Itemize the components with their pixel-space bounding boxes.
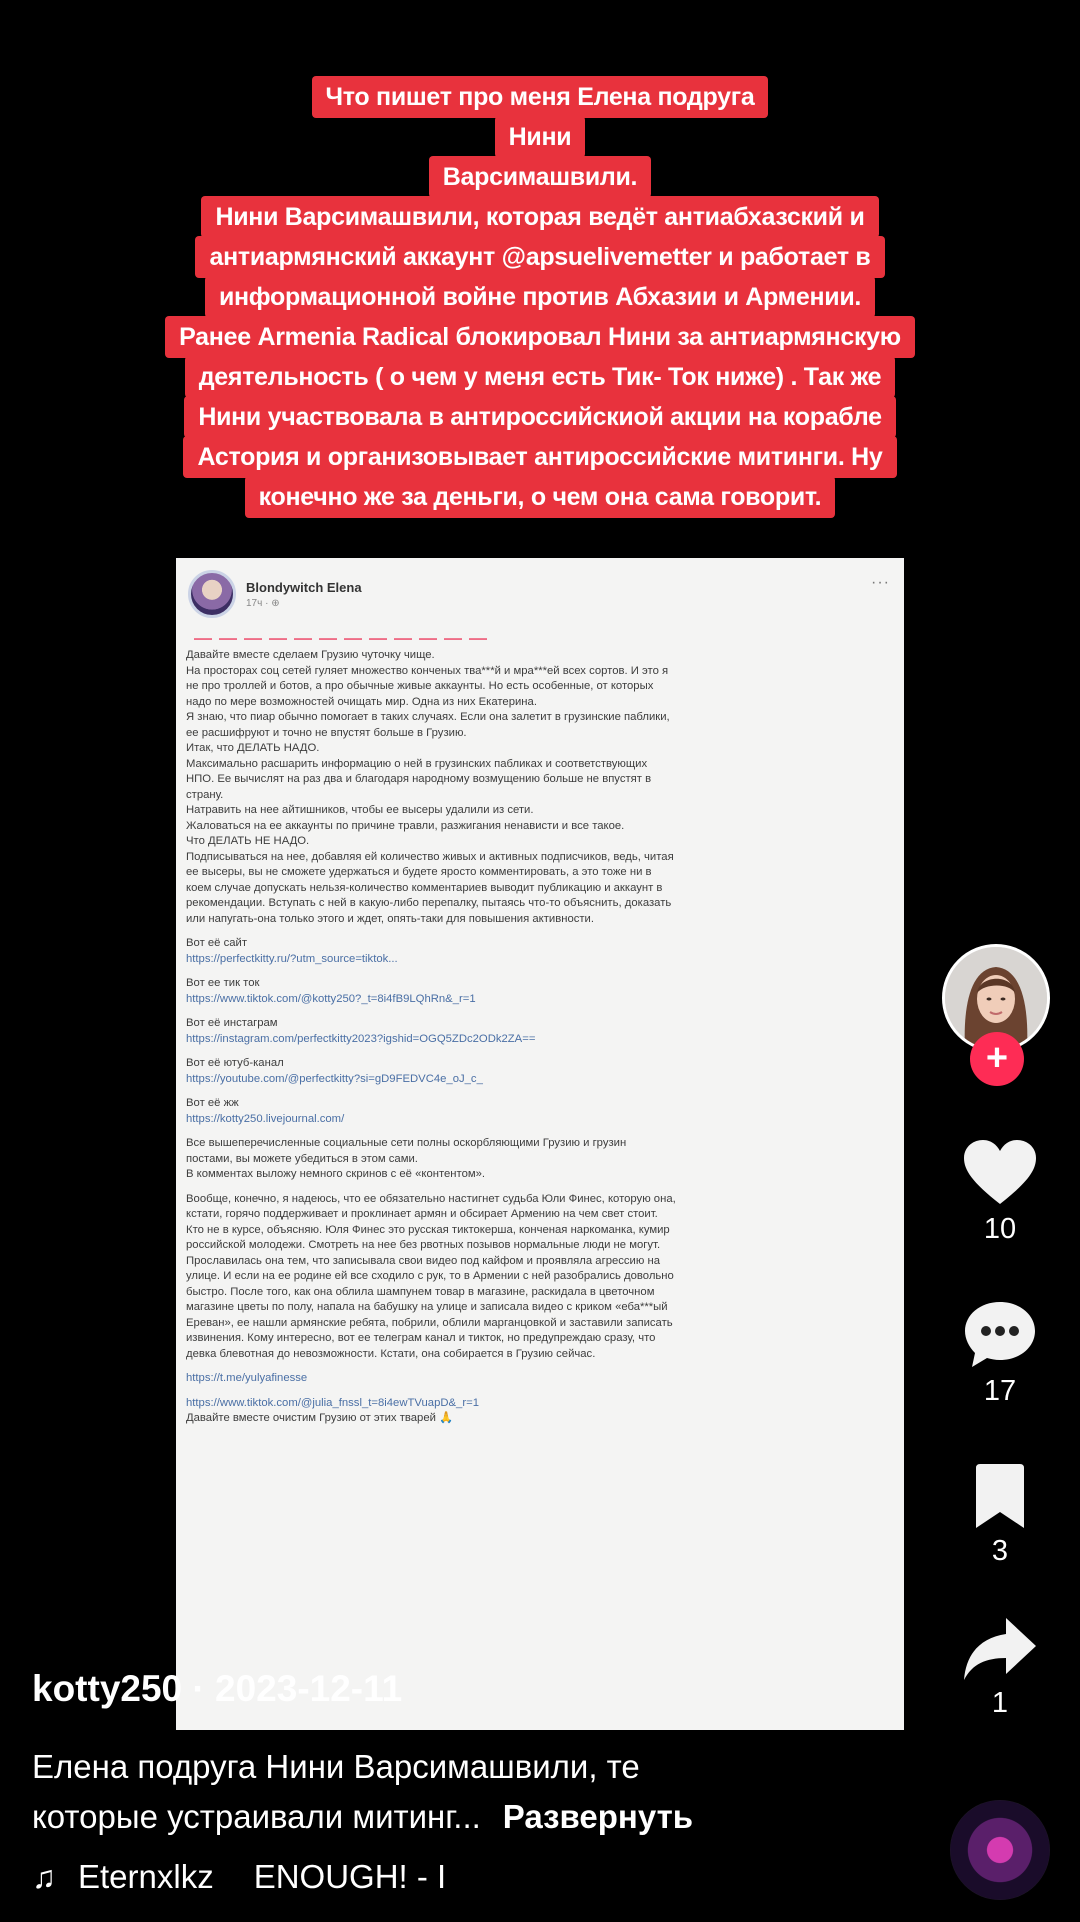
- caption-line: информационной войне против Абхазии и Армении.: [205, 276, 875, 318]
- video-description[interactable]: [32, 1742, 912, 1842]
- post-text-line: Кто не в курсе, объясняю. Юля Финес это русская тиктокерша, конченая наркоманка, кумир: [186, 1223, 670, 1236]
- caption-line: Нини Варсимашвили, которая ведёт антиабхазский и: [201, 196, 878, 238]
- caption-line: Нини: [495, 116, 586, 158]
- post-text-line: Максимально расшарить информацию о ней в грузинских пабликах и соответствующих: [186, 757, 648, 770]
- comment-icon: [962, 1298, 1038, 1370]
- music-ticker[interactable]: [32, 1858, 446, 1896]
- caption-line: Варсимашвили.: [429, 156, 651, 198]
- caption-line: Ранее Armenia Radical блокировал Нини за антиармянскую: [165, 316, 915, 358]
- post-text-line: Я знаю, что пиар обычно помогает в таких случаях. Если она залетит в грузинские паблики,: [186, 711, 670, 723]
- post-text-line: В комментах выложу немного скринов с её «контентом».: [186, 1168, 486, 1180]
- post-time: 17ч · ⊕: [246, 597, 280, 609]
- heart-icon: [962, 1138, 1038, 1208]
- post-text-line: Давайте вместе сделаем Грузию чуточку чище.: [186, 649, 435, 661]
- post-text-line: надо по мере возможностей очищать мир. Одна из них Екатерина.: [186, 695, 537, 708]
- caption-line: конечно же за деньги, о чем она сама говорит.: [245, 476, 836, 518]
- post-author-name: Blondywitch Elena: [246, 579, 362, 595]
- post-more-icon: ···: [871, 574, 890, 591]
- post-link[interactable]: https://t.me/yulyafinesse: [186, 1372, 308, 1384]
- post-body: [186, 648, 896, 1427]
- post-text-line: страну.: [186, 788, 224, 801]
- post-text-line: На просторах соц сетей гуляет множество конченых тва***й и мра***ей всех сортов. И это я: [186, 664, 669, 677]
- post-text-line: ее высеры, вы не сможете удержаться и будете яросто комментировать, а это тоже ни в: [186, 866, 652, 878]
- follow-button[interactable]: +: [970, 1032, 1024, 1086]
- music-disc-icon[interactable]: [950, 1800, 1050, 1900]
- creator-handle[interactable]: kotty250 · 2023-12-11: [32, 1668, 403, 1709]
- post-text-line: постами, вы можете убедиться в этом сами.: [186, 1152, 418, 1165]
- post-text-line: Что ДЕЛАТЬ НЕ НАДО.: [186, 835, 310, 847]
- post-author-avatar: [188, 570, 236, 618]
- post-text-line: Вот её сайт: [186, 937, 248, 949]
- post-divider-dashes: — — — — — — — — — — — —: [194, 628, 489, 648]
- description-line-1: Елена подруга Нини Варсимашвили, те: [32, 1748, 640, 1785]
- music-title: ENOUGH! - I: [253, 1858, 447, 1895]
- post-text-line: извинения. Кому интересно, вот ее телеграм канал и тикток, но предупреждаю сразу, что: [186, 1332, 656, 1344]
- post-text-line: Вот её ютуб-канал: [186, 1057, 284, 1069]
- post-link[interactable]: https://kotty250.livejournal.com/: [186, 1112, 345, 1125]
- description-line-2: [32, 1792, 912, 1842]
- comment-button[interactable]: [940, 1298, 1060, 1408]
- post-text-line: улице. И если на ее родине ей все сходило с рук, то в Армении с ней разобрались довольно: [186, 1270, 674, 1282]
- post-text-line: или напугать-она только этого и ждет, опять-таки для повышения активности.: [186, 912, 595, 925]
- comment-count: 17: [983, 1375, 1017, 1407]
- share-button[interactable]: [940, 1616, 1060, 1720]
- post-link[interactable]: https://perfectkitty.ru/?utm_source=tiktok...: [186, 952, 398, 965]
- post-text-line: рекомендации. Вступать с ней в какую-либо перепалку, пытаясь что-то объяснить, доказать: [186, 897, 672, 909]
- share-icon: [962, 1616, 1038, 1682]
- post-text-line: Давайте вместе очистим Грузию от этих тварей 🙏: [186, 1412, 454, 1424]
- embedded-post-screenshot: [176, 558, 904, 1730]
- post-header: [188, 570, 362, 618]
- post-text-line: магазине цветы по полу, напала на бабушку на улице и записала видео с криком «еба***ый: [186, 1301, 668, 1313]
- post-text-line: Вот ее тик ток: [186, 977, 260, 989]
- like-button[interactable]: [940, 1138, 1060, 1246]
- post-text-line: Ереван», ее нашли армянские ребята, побрили, облили марганцовкой и заставили записать: [186, 1316, 673, 1329]
- expand-description-button[interactable]: Развернуть: [502, 1798, 694, 1835]
- post-text-line: Вообще, конечно, я надеюсь, что ее обязательно настигнет судьба Юли Финес, которую она,: [186, 1192, 676, 1205]
- music-author: Eternxlkz: [78, 1858, 214, 1895]
- post-text-line: Подписываться на нее, добавляя ей количество живых и активных подписчиков, ведь, читая: [186, 850, 674, 863]
- post-text-line: российской молодежи. Смотреть на нее без рвотных позывов нормальные люди не могут.: [186, 1239, 661, 1251]
- caption-line: деятельность ( о чем у меня есть Тик- Ток ниже) . Так же: [185, 356, 896, 398]
- post-link[interactable]: https://instagram.com/perfectkitty2023?igshid=OGQ5ZDc2ODk2ZA==: [186, 1032, 536, 1045]
- post-text-line: быстро. После того, как она облила шампунем товар в магазине, раскидала в цветочном: [186, 1285, 655, 1298]
- caption-line: Нини участвовала в антироссийскиой акции на корабле: [184, 396, 895, 438]
- post-text-line: Прославилась она тем, что записывала свои видео под кайфом и проявляла агрессию на: [186, 1254, 661, 1267]
- post-text-line: ее расшифруют и точно не впустят больше в Грузию.: [186, 726, 467, 739]
- description-line-2-text: которые устраивали митинг...: [32, 1798, 481, 1835]
- share-count: 1: [991, 1687, 1009, 1719]
- post-link[interactable]: https://www.tiktok.com/@kotty250?_t=8i4fB9LQhRn&_r=1: [186, 992, 476, 1005]
- caption-line: Астория и организовывает антироссийские митинги. Ну: [183, 436, 896, 478]
- post-meta: [246, 580, 362, 609]
- save-count: 3: [991, 1535, 1009, 1567]
- post-text-line: девка блевотная до невозможности. Кстати, она собирается в Грузию сейчас.: [186, 1347, 596, 1360]
- post-text-line: коем случае допускать нельзя-количество комментариев выводит публикацию и аккаунт в: [186, 881, 663, 894]
- video-caption-overlay: [0, 78, 1080, 518]
- post-text-line: не про троллей и ботов, а про обычные живые аккаунты. Но есть особенные, от которых: [186, 680, 654, 692]
- post-text-line: Жаловаться на ее аккаунты по причине травли, разжигания ненависти и все такое.: [186, 819, 625, 832]
- post-text-line: НПО. Ее вычислят на раз два и благодаря народному возмущению больше не впустят в: [186, 773, 652, 785]
- post-link[interactable]: https://youtube.com/@perfectkitty?si=gD9FEDVC4e_oJ_c_: [186, 1072, 483, 1085]
- save-button[interactable]: [940, 1464, 1060, 1568]
- post-text-line: Вот её инстаграм: [186, 1017, 278, 1029]
- music-note-icon: ♫: [32, 1858, 56, 1895]
- post-link[interactable]: https://www.tiktok.com/@julia_fnssl_t=8i4ewTVuapD&_r=1: [186, 1396, 479, 1409]
- post-text-line: Вот её жж: [186, 1097, 239, 1109]
- post-text-line: Все вышеперечисленные социальные сети полны оскорбляющими Грузию и грузин: [186, 1137, 627, 1149]
- post-text-line: кстати, горячо поддерживает и проклинает армян и обсирает Армению на чем свет стоит.: [186, 1208, 658, 1220]
- post-text-line: Натравить на нее айтишников, чтобы ее высеры удалили из сети.: [186, 804, 534, 816]
- post-text-line: Итак, что ДЕЛАТЬ НАДО.: [186, 742, 320, 754]
- bookmark-icon: [970, 1464, 1030, 1530]
- caption-line: антиармянский аккаунт @apsuelivemetter и работает в: [195, 236, 884, 278]
- caption-line: Что пишет про меня Елена подруга: [312, 76, 769, 118]
- like-count: 10: [983, 1213, 1017, 1245]
